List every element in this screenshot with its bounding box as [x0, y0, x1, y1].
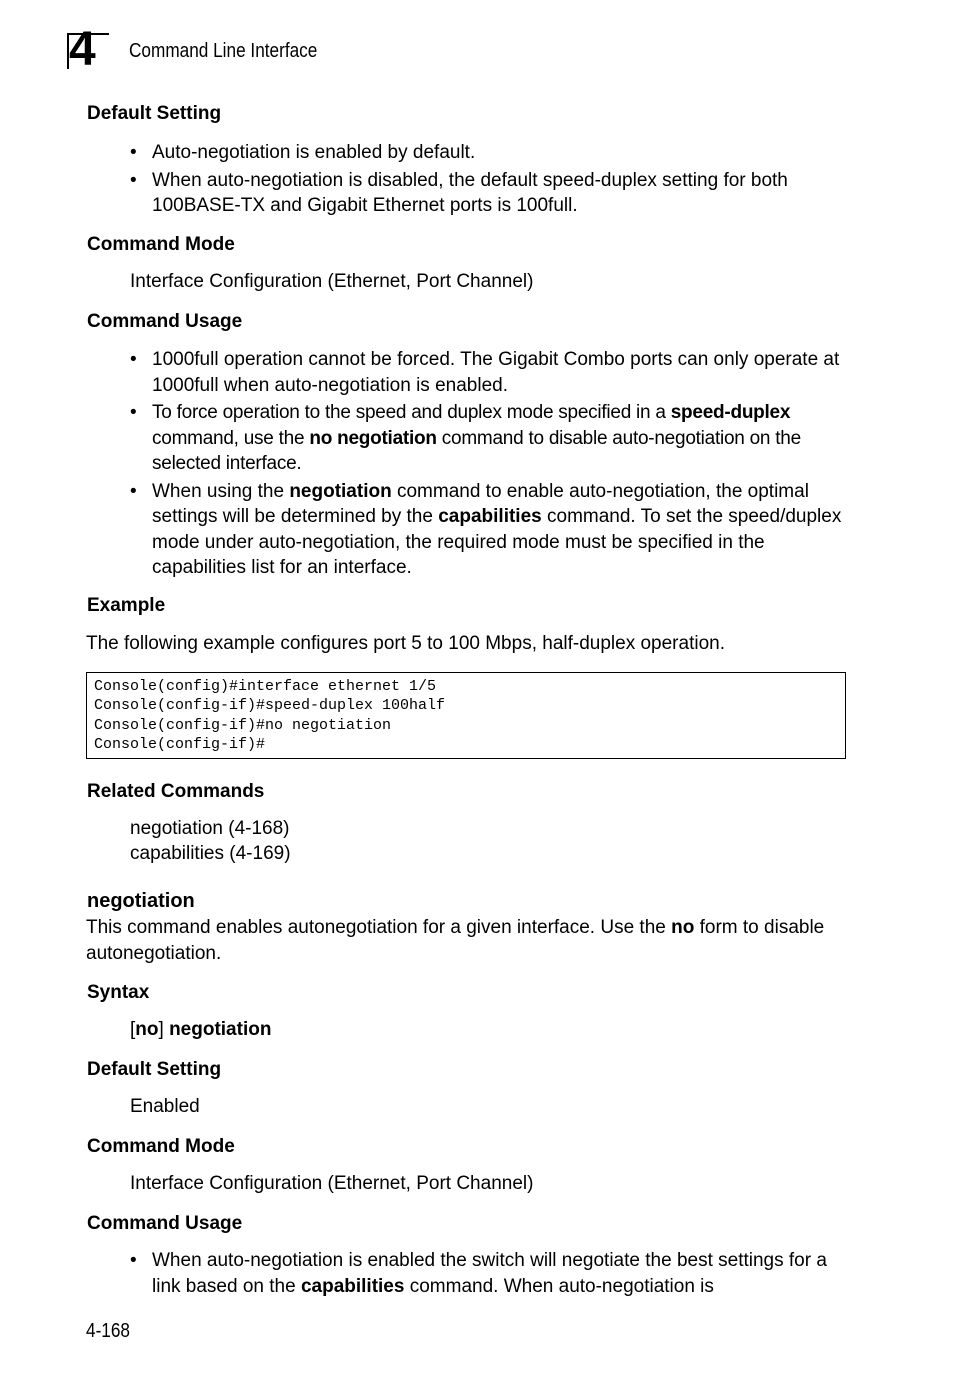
command-usage-heading-2: Command Usage: [87, 1213, 243, 1234]
no-negotiation-command-ref: no negotiation: [309, 427, 437, 449]
command-mode-text: Interface Configuration (Ethernet, Port Channel): [130, 271, 534, 292]
default-setting-text: Enabled: [130, 1096, 200, 1117]
bullet-icon: •: [130, 480, 137, 502]
list-item: • 1000full operation cannot be forced. The Gigabit Combo ports can only operate at 1000full when auto-negotiation is enabled.: [130, 349, 840, 396]
syntax-command: negotiation: [169, 1019, 272, 1040]
command-title: negotiation: [87, 890, 195, 912]
related-commands-heading: Related Commands: [87, 781, 265, 802]
no-keyword: no: [671, 917, 695, 938]
command-mode-text-2: Interface Configuration (Ethernet, Port Channel): [130, 1173, 534, 1194]
list-item: • When using the negotiation command to enable auto-negotiation, the optimal settings will be determined by the capabilities command. To set the speed/duplex mode under auto-negotiation, the required mode must be specified in the capabilities list for an interface.: [130, 480, 842, 578]
example-heading: Example: [87, 595, 166, 616]
syntax-no-keyword: no: [135, 1019, 159, 1040]
related-command-negotiation: negotiation (4-168): [130, 818, 290, 839]
page-number: 4-168: [86, 1320, 130, 1342]
bullet-icon: •: [130, 402, 137, 423]
code-line: Console(config-if)#speed-duplex 100half: [94, 697, 446, 715]
capabilities-command-ref: capabilities: [438, 506, 542, 527]
command-usage-list: [130, 347, 845, 583]
speed-duplex-command-ref: speed-duplex: [670, 402, 791, 423]
bullet-icon: •: [130, 1250, 137, 1271]
bullet-icon: •: [130, 142, 137, 163]
command-mode-heading-2: Command Mode: [87, 1136, 235, 1157]
default-setting-list: [130, 140, 845, 221]
code-line: Console(config)#interface ethernet 1/5: [94, 678, 437, 695]
command-usage-heading: Command Usage: [87, 311, 243, 332]
syntax-heading: Syntax: [87, 982, 150, 1003]
code-line: Console(config-if)#: [94, 735, 266, 753]
default-setting-heading-2: Default Setting: [87, 1059, 222, 1080]
code-example-box: [86, 672, 846, 759]
capabilities-command-ref-2: capabilities: [300, 1275, 405, 1297]
syntax-line: [no] negotiation: [130, 1019, 272, 1040]
bullet-icon: •: [130, 169, 137, 191]
command-usage-list-2: [130, 1248, 845, 1301]
default-setting-heading: Default Setting: [87, 103, 222, 124]
chapter-number: 4: [69, 23, 96, 76]
command-mode-heading: Command Mode: [87, 234, 235, 255]
code-line: Console(config-if)#no negotiation: [94, 716, 392, 734]
example-text: The following example configures port 5 to 100 Mbps, half-duplex operation.: [86, 633, 725, 654]
negotiation-command-ref: negotiation: [289, 480, 392, 502]
code-example: [94, 677, 445, 754]
running-header-title: Command Line Interface: [129, 40, 318, 62]
list-item: • When auto-negotiation is disabled, the default speed-duplex setting for both 100BASE-TX and Gigabit Ethernet ports is 100full.: [130, 169, 788, 216]
command-description: This command enables autonegotiation for a given interface. Use the no form to disable autonegotiation.: [86, 917, 825, 964]
list-item: • Auto-negotiation is enabled by default.: [130, 140, 845, 166]
related-command-capabilities: capabilities (4-169): [130, 843, 291, 864]
bullet-icon: •: [130, 349, 137, 370]
list-item: • When auto-negotiation is enabled the switch will negotiate the best settings for a link based on the capabilities command. When auto-negotiation is: [130, 1250, 827, 1297]
list-item: • To force operation to the speed and duplex mode specified in a speed-duplex command, use the no negotiation command to disable auto-negotiation on the selected interface.: [130, 402, 801, 474]
